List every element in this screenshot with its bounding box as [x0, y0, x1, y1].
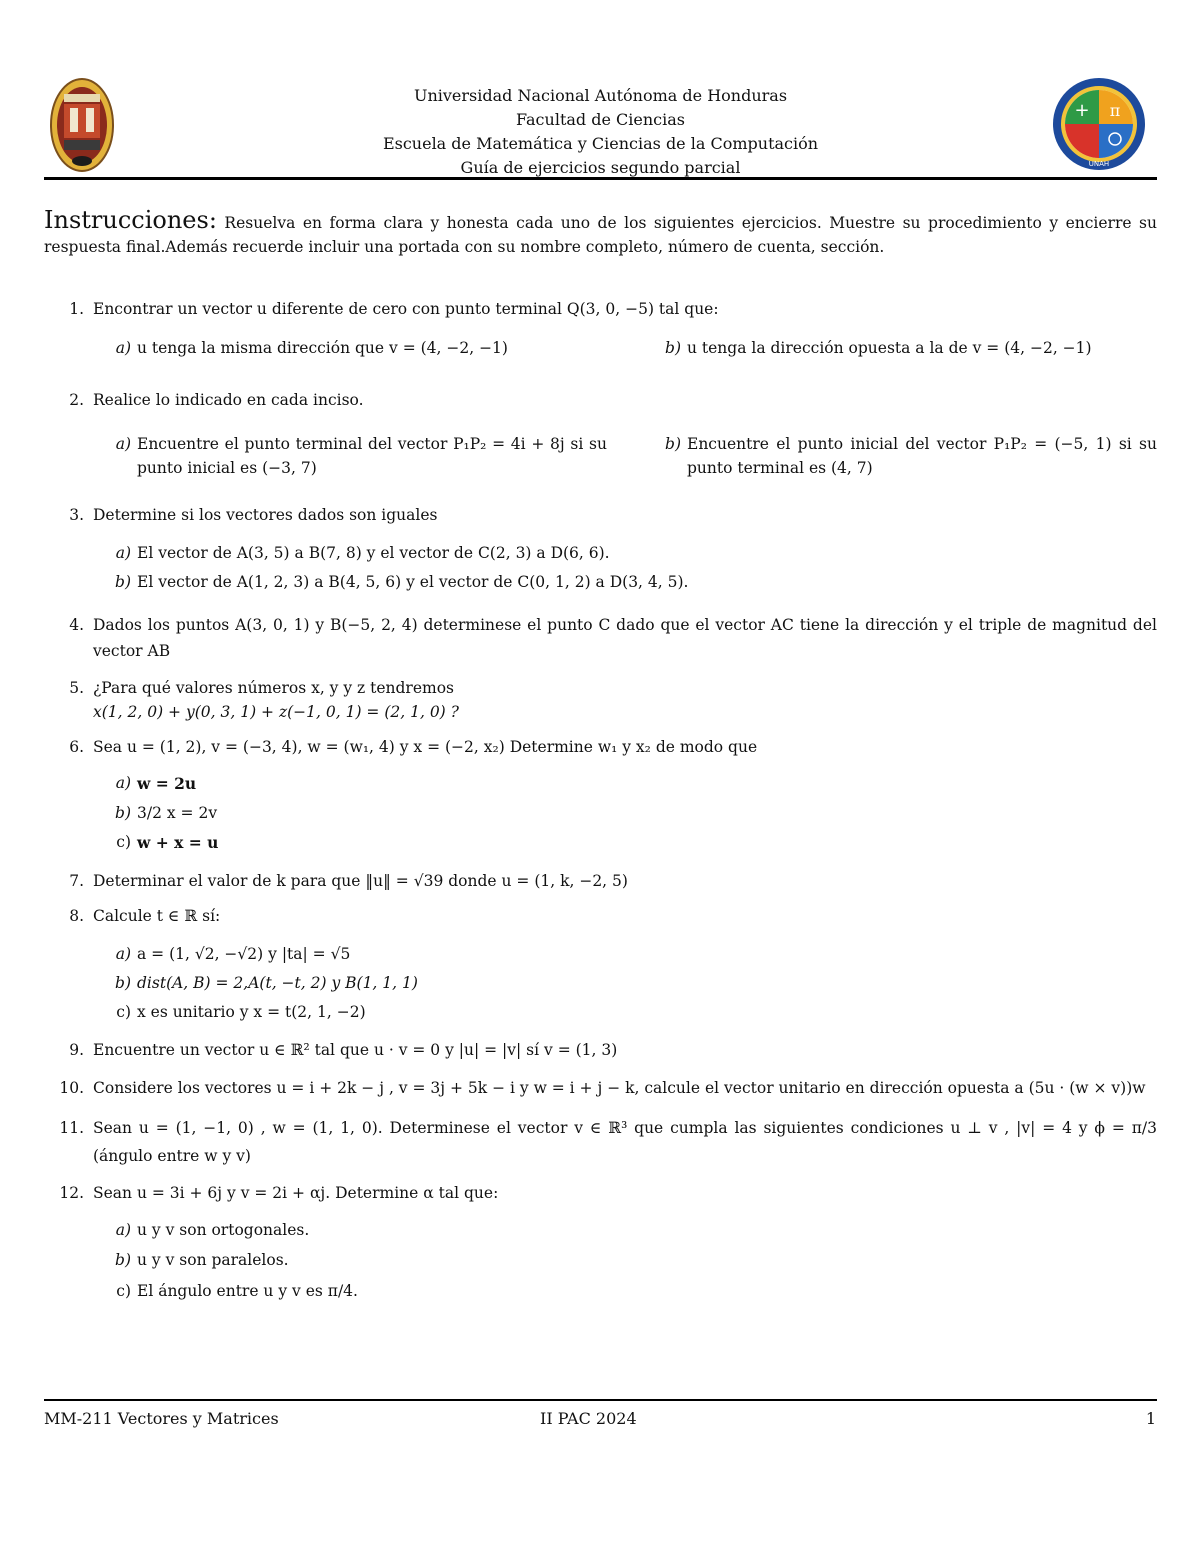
exercise-12-part-c: c) El ángulo entre u y v es π/4. — [116, 1282, 358, 1301]
exercise-6 — [44, 738, 1157, 757]
part-a: a) Encuentre el punto terminal del vector P₁P₂ = 4i + 8j si su punto inicial es (−3, 7) — [115, 435, 607, 478]
exercise-number: 7. — [69, 871, 84, 890]
exercise-number: 11. — [59, 1119, 84, 1137]
exercise-statement: Encuentre un vector u ∈ ℝ² tal que u · v = 0 y |u| = |v| sí v = (1, 3) — [93, 1040, 618, 1059]
exercise-3 — [44, 506, 1157, 525]
exercise-statement: Determinar el valor de k para que ‖u‖ = √39 donde u = (1, k, −2, 5) — [93, 871, 628, 890]
footer-course: MM-211 Vectores y Matrices — [44, 1409, 279, 1428]
svg-text:+: + — [1074, 100, 1090, 121]
faculty-emblem-logo — [1051, 76, 1147, 172]
header-rule — [44, 177, 1157, 180]
footer-rule — [44, 1399, 1157, 1401]
exercise-7 — [44, 872, 1157, 891]
instructions — [44, 208, 1157, 259]
university-name: Universidad Nacional Autónoma de Honduras — [413, 86, 788, 105]
exercise-number: 12. — [59, 1184, 84, 1202]
exercise-equation: x(1, 2, 0) + y(0, 3, 1) + z(−1, 0, 1) = (2, 1, 0) ? — [93, 703, 459, 722]
exercise-12-part-a: a) u y v son ortogonales. — [115, 1221, 310, 1240]
school-name: Escuela de Matemática y Ciencias de la Computación — [382, 134, 819, 153]
svg-text:π: π — [1109, 101, 1121, 120]
exercise-6-part-b: b) 3/2 x = 2v — [115, 804, 218, 822]
part-b: b) Encuentre el punto inicial del vector P₁P₂ = (−5, 1) si su punto terminal es (4, 7) — [665, 435, 1157, 478]
exercise-statement: ¿Para qué valores números x, y y z tendremos — [93, 679, 455, 698]
exercise-8-part-b: b) dist(A, B) = 2,A(t, −t, 2) y B(1, 1, 1) — [115, 973, 418, 992]
emblem-text: UNAH — [1088, 160, 1110, 168]
exercise-3-part-a: a) El vector de A(3, 5) a B(7, 8) y el vector de C(2, 3) a D(6, 6). — [115, 543, 610, 562]
exercise-statement: Encontrar un vector u diferente de cero con punto terminal Q(3, 0, −5) tal que: — [93, 300, 719, 318]
exercise-6-part-a: a) w = 2u — [115, 773, 197, 793]
exercise-number: 5. — [69, 679, 84, 698]
exercise-12-part-b: b) u y v son paralelos. — [115, 1250, 289, 1269]
exercise-number: 8. — [69, 907, 84, 926]
exercise-number: 9. — [69, 1040, 84, 1059]
exercise-8-part-a: a) a = (1, √2, −√2) y |ta| = √5 — [115, 944, 351, 963]
exercise-statement: Sean u = 3i + 6j y v = 2i + αj. Determine α tal que: — [93, 1184, 499, 1202]
exercise-8-part-c: c) x es unitario y x = t(2, 1, −2) — [116, 1003, 366, 1022]
footer-page-number: 1 — [1145, 1409, 1156, 1428]
part-a: a) u tenga la misma dirección que v = (4, −2, −1) — [115, 339, 508, 358]
exercise-number: 3. — [69, 506, 84, 525]
exercise-statement: Considere los vectores u = i + 2k − j , v = 3j + 5k − i y w = i + j − k, calcule el vector unitario en dirección opuesta a (5u · (w × v))w — [93, 1079, 1146, 1097]
document-header — [44, 76, 1157, 180]
exercise-statement: Dados los puntos A(3, 0, 1) y B(−5, 2, 4) determinese el punto C dado que el vector AC tiene la dirección y el triple de magnitud del vector AB — [93, 616, 1157, 661]
guide-title: Guía de ejercicios segundo parcial — [460, 158, 741, 177]
part-b: b) u tenga la dirección opuesta a la de v = (4, −2, −1) — [665, 339, 1092, 358]
faculty-name: Facultad de Ciencias — [516, 110, 685, 129]
instructions-title: Instrucciones: — [44, 206, 217, 234]
exercise-2-parts — [44, 432, 1157, 480]
exercise-number: 1. — [69, 300, 84, 318]
exercise-statement: Sea u = (1, 2), v = (−3, 4), w = (w₁, 4) y x = (−2, x₂) Determine w₁ y x₂ de modo que — [93, 738, 758, 757]
exercise-statement: Sean u = (1, −1, 0) , w = (1, 1, 0). Determinese el vector v ∈ ℝ³ que cumpla las siguientes condiciones u ⊥ v , |v| = 4 y ϕ = π/3 (ángulo entre w y v) — [93, 1119, 1157, 1165]
exercise-number: 4. — [69, 616, 84, 635]
instructions-text: Resuelva en forma clara y honesta cada uno de los siguientes ejercicios. Muestre su procedimiento y encierre su respuesta final.Además recuerde incluir una portada con su nombre completo, número de cuenta, sección. — [44, 214, 1157, 256]
exercise-statement: Realice lo indicado en cada inciso. — [93, 390, 364, 409]
exercise-list — [44, 300, 1157, 1302]
exercise-statement: Calcule t ∈ ℝ sí: — [93, 907, 221, 926]
exercise-11 — [44, 1114, 1157, 1170]
exercise-number: 10. — [59, 1079, 84, 1097]
exercise-10 — [44, 1076, 1157, 1100]
exercise-3-part-b: b) El vector de A(1, 2, 3) a B(4, 5, 6) y el vector de C(0, 1, 2) a D(3, 4, 5). — [115, 572, 689, 591]
exercise-number: 6. — [69, 738, 84, 757]
exercise-9 — [44, 1041, 1157, 1060]
exercise-8 — [44, 907, 1157, 926]
exercise-4 — [44, 612, 1157, 664]
exercise-5 — [44, 676, 1157, 724]
exercise-number: 2. — [69, 390, 84, 409]
exercise-1 — [44, 300, 1157, 319]
footer-period: II PAC 2024 — [540, 1409, 637, 1428]
exercise-12 — [44, 1184, 1157, 1203]
exercise-statement: Determine si los vectores dados son iguales — [93, 506, 438, 525]
exercise-1-parts — [44, 339, 1157, 358]
exercise-6-part-c: c) w + x = u — [116, 833, 219, 853]
exercise-2 — [44, 391, 1157, 410]
